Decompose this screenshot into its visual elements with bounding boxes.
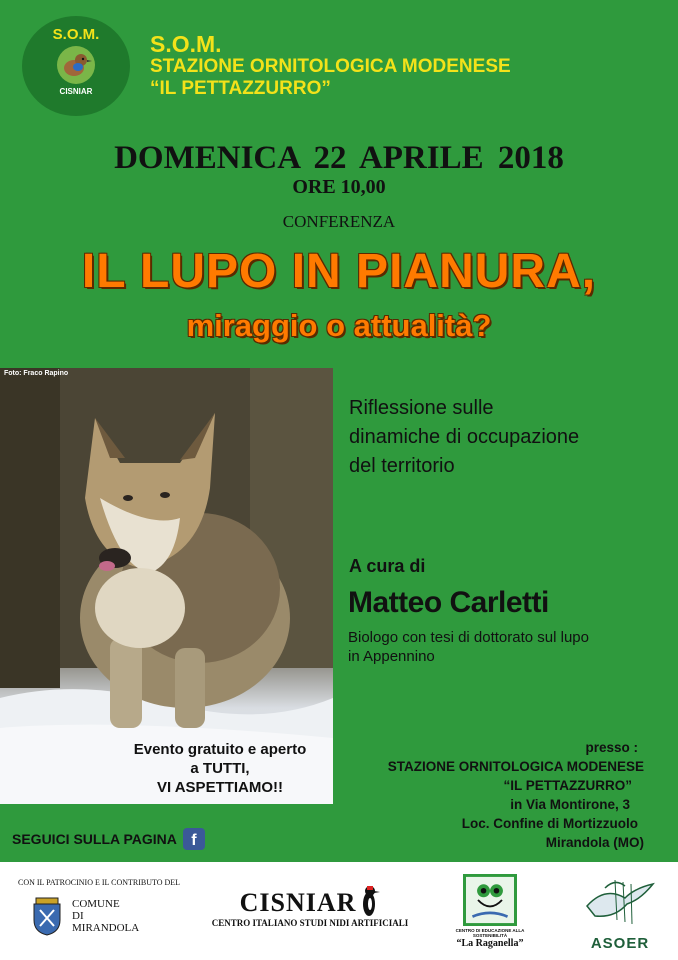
topic-line-1: Riflessione sulle: [349, 397, 494, 419]
event-subtitle: miraggio o attualità?: [186, 308, 492, 343]
crest-icon: [30, 896, 64, 936]
woodpecker-icon: [358, 884, 380, 918]
caption-line-3: VI ASPETTIAMO!!: [156, 779, 284, 796]
bluethroat-bird-icon: [56, 45, 96, 85]
venue-line-2: “IL PETTAZZURRO”: [503, 778, 632, 793]
caption-line-1: Evento gratuito e aperto: [133, 741, 307, 758]
photo-credit: Foto: Fraco Rapino: [4, 370, 69, 377]
comune-line-1: COMUNE: [72, 898, 120, 910]
venue-line-3: in Via Montirone, 3: [510, 797, 630, 812]
topic-line-2: dinamiche di occupazione: [349, 426, 580, 448]
speaker-bio: [348, 628, 668, 666]
comune-name: [72, 898, 139, 934]
photo-caption: [100, 740, 333, 797]
comune-line-2: DI: [72, 910, 84, 922]
comune-line-3: MIRANDOLA: [72, 922, 140, 934]
raganella-name: “La Raganella”: [456, 938, 524, 949]
tern-icon: [585, 876, 655, 934]
event-date: DOMENICA 22 APRILE 2018: [114, 140, 564, 176]
logo-bottom-text: CISNIAR: [59, 87, 93, 96]
caption-line-2: a TUTTI,: [190, 760, 250, 777]
comune-logo: [30, 896, 139, 936]
venue-line-4: Loc. Confine di Mortizzuolo: [461, 816, 638, 831]
venue-presso: presso :: [585, 740, 638, 755]
wolf-photo: [0, 368, 333, 804]
frog-icon: [463, 874, 517, 926]
raganella-subtitle: CENTRO DI EDUCAZIONE ALLA SOSTENIBILITÀ: [455, 928, 525, 938]
curated-by-label: A cura di: [349, 556, 426, 576]
organization-header: [150, 32, 511, 100]
logo-top-text: S.O.M.: [52, 26, 100, 43]
event-title: IL LUPO IN PIANURA,: [81, 245, 597, 298]
facebook-icon[interactable]: f: [183, 828, 205, 850]
cisniar-logo: [200, 884, 420, 928]
venue-info: [324, 738, 644, 852]
asoer-logo: [580, 876, 660, 952]
org-acronym: S.O.M.: [150, 31, 222, 57]
org-name: STAZIONE ORNITOLOGICA MODENESE: [150, 56, 511, 77]
event-time: ORE 10,00: [292, 176, 386, 198]
venue-line-1: STAZIONE ORNITOLOGICA MODENESE: [387, 759, 644, 774]
event-type: CONFERENZA: [282, 212, 396, 231]
raganella-logo: [440, 874, 540, 949]
bio-line-2: in Appennino: [348, 648, 435, 665]
follow-text: SEGUICI SULLA PAGINA: [12, 831, 177, 847]
asoer-name: ASOER: [590, 935, 650, 952]
speaker-name: Matteo Carletti: [348, 586, 549, 619]
sponsors-footer: [0, 862, 678, 960]
cisniar-name: CISNIAR: [239, 888, 357, 917]
cisniar-subtitle: CENTRO ITALIANO STUDI NIDI ARTIFICIALI: [211, 918, 409, 928]
som-logo: [22, 16, 130, 116]
follow-us: [12, 828, 205, 850]
patronage-text: CON IL PATROCINIO E IL CONTRIBUTO DEL: [18, 878, 181, 887]
venue-line-5: Mirandola (MO): [545, 835, 644, 850]
org-nickname: “IL PETTAZZURRO”: [150, 78, 331, 99]
conference-topic: [349, 394, 669, 481]
wolf-illustration: [0, 368, 333, 804]
topic-line-3: del territorio: [349, 455, 455, 477]
bio-line-1: Biologo con tesi di dottorato sul lupo: [348, 629, 589, 646]
